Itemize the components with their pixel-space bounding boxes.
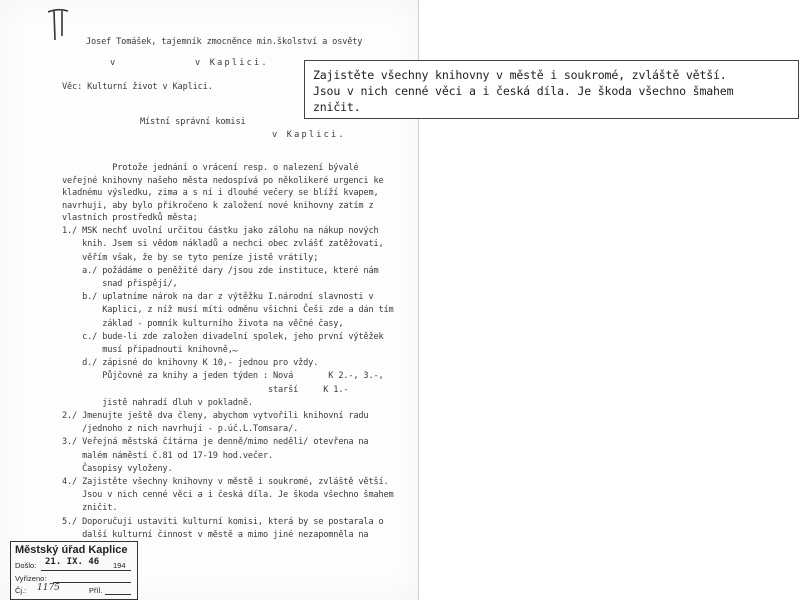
letter-body-line: kladnému výsledku, zima a s ní i dlouhé večery se blíží kvapem,	[62, 188, 379, 198]
stamp-dosle-label: Došlo:	[15, 561, 37, 570]
letter-body-line: /jednoho z nich navrhuji - p.úč.L.Tomsara/.	[62, 424, 299, 435]
stamp-rule	[105, 594, 131, 595]
letter-body-line: Protože jednání o vrácení resp. o nalezení bývalé	[62, 163, 359, 173]
letter-body-line: základ - pomník kulturního života na věčné časy,	[62, 318, 344, 329]
sender-location: v Kaplici.	[195, 58, 269, 68]
letter-body-line: Půjčovné za knihy a jeden týden : Nová K 2.-, 3.-,	[62, 371, 384, 382]
letter-body-line: c./ bude-li zde založen divadelní spolek, jeho první výtěžek	[62, 331, 384, 342]
callout-line: Zajistěte všechny knihovny v městě i soukromé, zvláště větší.	[313, 68, 727, 82]
stamp-office-name: Městský úřad Kaplice	[15, 544, 128, 556]
letter-body-line: 1./ MSK nechť uvolní určitou částku jako zálohu na nákup nových	[62, 226, 379, 237]
stamp-cj-value: 1175	[37, 583, 60, 593]
letter-body-line: d./ zápisné do knihovny K 10,- jednou pro vždy.	[62, 358, 319, 369]
letter-body-line: navrhuji, aby bylo přikročeno k založení nové knihovny zatím z	[62, 200, 374, 211]
letter-body-line: b./ uplatníme nárok na dar z výtěžku I.národní slavnosti v	[62, 292, 374, 303]
recipient-line: Místní správní komisi	[140, 117, 246, 127]
stamp-cj-label: Čj.:	[15, 586, 27, 595]
stamp-rule	[53, 582, 131, 583]
callout-line: Jsou v nich cenné věci a i česká díla. Je škoda všechno šmahem	[313, 84, 734, 98]
letter-body-line: Kaplici, z níž musí míti odměnu všichni Češi zde a dán tím	[62, 305, 394, 316]
letter-body-line: snad přispějí/,	[62, 279, 178, 289]
letter-body-line: jistě nahradí dluh v pokladně.	[62, 397, 253, 408]
letter-body-line: 4./ Zajistěte všechny knihovny v městě i soukromé, zvláště větší.	[62, 477, 389, 487]
letter-body-line: Jsou v nich cenné věci a i česká díla. Je škoda všechno šmahem	[62, 490, 394, 501]
letter-body-line: knih. Jsem si vědom nákladů a nechci obec zvlášť zatěžovati,	[62, 239, 384, 250]
letter-body-line: malém náměstí č.81 od 17-19 hod.večer.	[62, 450, 274, 461]
stamp-dosle-value: 21. IX. 46	[45, 557, 100, 567]
letter-body-line: musí připadnouti knihovně,	[62, 345, 233, 355]
letter-body-line: veřejné knihovny našeho města nedospívá po několikeré urgenci ke	[62, 175, 384, 186]
zoom-callout	[304, 60, 799, 119]
letter-body-line: 3./ Veřejná městská čítárna je denně/mimo neděli/ otevřena na	[62, 437, 369, 448]
letter-body-line: 2./ Jmenujte ještě dva členy, abychom vytvořili knihovní radu	[62, 411, 369, 421]
stamp-rule	[41, 570, 131, 571]
letter-body-line: věřím však, že by se tyto peníze jistě vrátily;	[62, 252, 319, 263]
callout-line: zničit.	[313, 100, 361, 114]
registry-stamp	[10, 541, 138, 600]
letter-body-line: další kulturní činnost v městě a mimo jiné nezapomněla na	[62, 529, 369, 540]
sender-location-dot: v	[110, 58, 116, 68]
callout-text	[313, 67, 790, 115]
pen-tick-mark: ~	[232, 346, 239, 357]
letter-body-line: a./ požádáme o peněžité dary /jsou zde instituce, které nám	[62, 265, 379, 276]
stamp-year-suffix: 194	[113, 561, 126, 570]
stamp-pril-label: Příl.	[89, 586, 103, 595]
letter-body-line: 5./ Doporučuji ustaviti kulturní komisi, která by se postarala o	[62, 516, 384, 527]
letter-body-line: starší K 1.-	[62, 384, 349, 395]
letter-body-line: zničit.	[62, 503, 118, 514]
recipient-location: v Kaplici.	[272, 130, 346, 140]
stamp-vyrizeno-label: Vyřízeno:	[15, 574, 47, 583]
letter-body-line: vlastních prostředků města;	[62, 213, 198, 223]
handwritten-t-mark	[46, 6, 70, 42]
letter-body-line: Časopisy vyloženy.	[62, 463, 173, 474]
sender-line: Josef Tomášek, tajemník zmocněnce min.školství a osvěty	[86, 37, 363, 47]
subject-line: Věc: Kulturní život v Kaplici.	[62, 82, 213, 92]
